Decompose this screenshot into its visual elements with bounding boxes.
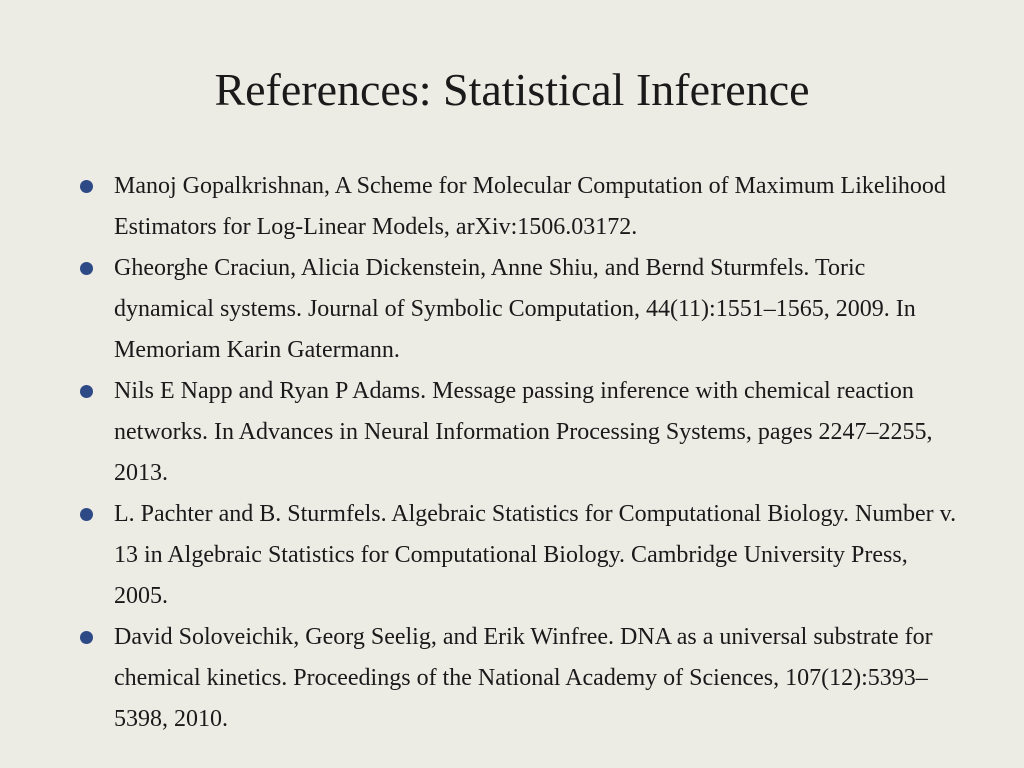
reference-text: Gheorghe Craciun, Alicia Dickenstein, Anne Shiu, and Bernd Sturmfels. Toric dynamical systems. Journal of Symbolic Computation, 44(11):1551–1565, 2009. In Memoriam Karin Gatermann. xyxy=(114,255,916,363)
reference-text: David Soloveichik, Georg Seelig, and Erik Winfree. DNA as a universal substrate for chemical kinetics. Proceedings of the National Academy of Sciences, 107(12):5393–5398, 2010. xyxy=(114,624,933,732)
reference-item xyxy=(0,617,964,740)
bullet-icon xyxy=(80,508,93,521)
reference-text: Manoj Gopalkrishnan, A Scheme for Molecular Computation of Maximum Likelihood Estimators for Log-Linear Models, arXiv:1506.03172. xyxy=(114,173,946,240)
reference-text: L. Pachter and B. Sturmfels. Algebraic Statistics for Computational Biology. Number v. 13 in Algebraic Statistics for Computational Biology. Cambridge University Press, 2005. xyxy=(114,501,957,609)
slide-title: References: Statistical Inference xyxy=(214,64,810,115)
reference-item xyxy=(0,166,964,248)
reference-list xyxy=(0,166,1024,740)
bullet-icon xyxy=(80,262,93,275)
bullet-icon xyxy=(80,180,93,193)
reference-text: Nils E Napp and Ryan P Adams. Message passing inference with chemical reaction networks. In Advances in Neural Information Processing Systems, pages 2247–2255, 2013. xyxy=(114,378,933,486)
reference-item xyxy=(0,494,964,617)
bullet-icon xyxy=(80,631,93,644)
reference-item xyxy=(0,248,964,371)
reference-item xyxy=(0,371,964,494)
bullet-icon xyxy=(80,385,93,398)
